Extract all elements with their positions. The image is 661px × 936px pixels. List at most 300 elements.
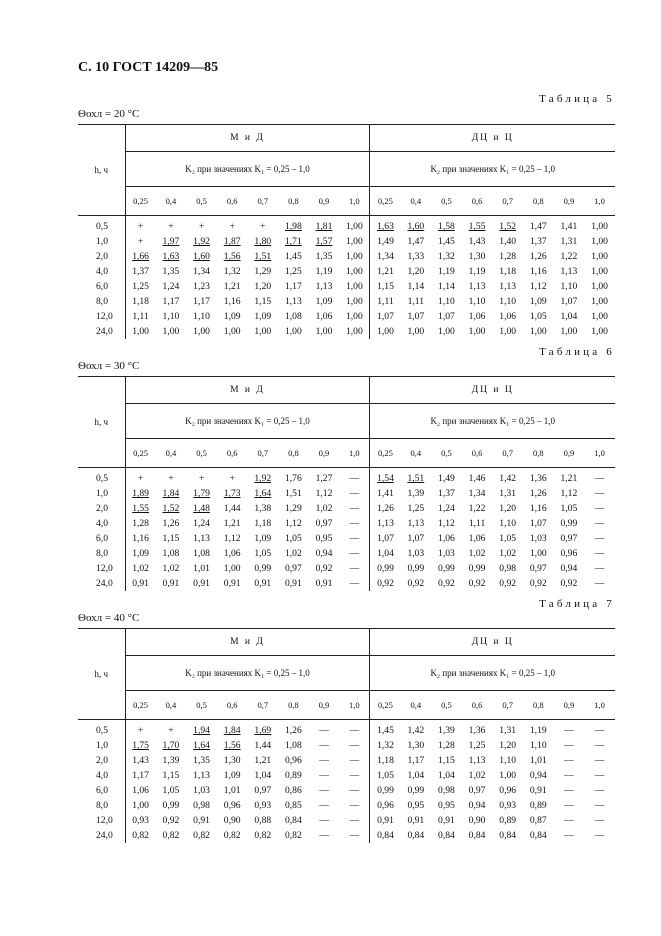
k2-value-md: 1,13 [315, 281, 333, 292]
k2-value-dc: 0,92 [438, 578, 455, 589]
k2-value-md [186, 720, 217, 739]
k2-value-dc: 1,41 [560, 221, 578, 232]
h-value: 2,0 [78, 249, 125, 264]
k2-value-dc: 0,84 [407, 830, 425, 841]
k2-value-md [278, 234, 309, 249]
k2-value-dc: 1,09 [529, 296, 547, 307]
k2-value-md [247, 234, 278, 249]
k1-value-header: 0,9 [554, 187, 585, 216]
k2-value-md: 1,02 [132, 563, 149, 574]
k2-value-md [309, 234, 340, 249]
group-header-md: М и Д [125, 629, 370, 656]
k2-value-dc [462, 216, 493, 235]
k2-value-dc: — [564, 770, 574, 781]
k2-value-dc [492, 216, 523, 235]
k2-value-dc: 1,05 [377, 770, 394, 781]
k2-value-md [156, 249, 187, 264]
k2-value-dc: 1,36 [468, 725, 486, 736]
k2-value-md: 1,02 [315, 503, 333, 514]
k2-value-dc: 1,03 [438, 548, 455, 559]
underlined-value: 1,71 [284, 236, 302, 247]
k1-value-header: 0,6 [217, 187, 248, 216]
k2-value-dc: 0,95 [438, 800, 455, 811]
k2-value-dc: 1,00 [499, 770, 517, 781]
k2-value-md: 0,99 [162, 800, 180, 811]
k2-value-dc: 1,43 [468, 236, 486, 247]
k2-value-dc: 1,14 [438, 281, 455, 292]
underlined-value: 1,64 [254, 488, 272, 499]
k2-value-md: — [319, 755, 329, 766]
underlined-value: 1,54 [377, 473, 394, 484]
k2-value-md: 1,05 [162, 785, 180, 796]
k2-value-dc: 1,24 [438, 503, 455, 514]
k1-value-header: 0,25 [125, 187, 156, 216]
k2-value-md: 1,02 [162, 563, 180, 574]
k2-value-md: — [319, 800, 329, 811]
k2-value-dc: — [594, 770, 605, 781]
k2-value-md: 0,91 [223, 578, 241, 589]
k2-value-md: 1,00 [254, 326, 272, 337]
k2-value-md: — [319, 830, 329, 841]
k2-value-dc: 1,02 [468, 770, 486, 781]
k2-value-md: 1,20 [254, 281, 272, 292]
h-value: 8,0 [78, 546, 125, 561]
k2-value-md: — [339, 798, 370, 813]
k2-subheader: K₂ при значениях K₁ = 0,25 – 1,0 [125, 656, 370, 691]
k2-value-dc: 1,20 [407, 266, 425, 277]
k1-value-header: 0,8 [278, 187, 309, 216]
k2-value-dc: 1,15 [377, 281, 394, 292]
underlined-value: 1,69 [254, 725, 272, 736]
k2-value-dc: 1,36 [529, 473, 547, 484]
k2-value-dc: 0,96 [499, 785, 517, 796]
h-value: 4,0 [78, 768, 125, 783]
k2-value-md [125, 738, 156, 753]
table-caption: Таблица 7 [539, 598, 615, 610]
k2-value-dc: 0,84 [377, 830, 394, 841]
k2-value-md: 1,00 [339, 309, 370, 324]
k2-value-dc: 0,96 [560, 548, 578, 559]
k2-value-dc: 1,16 [529, 503, 547, 514]
k2-value-md: — [339, 561, 370, 576]
group-header-dc: ДЦ и Ц [370, 125, 615, 152]
table-row [78, 783, 615, 798]
k2-value-dc: — [564, 830, 574, 841]
k2-value-md: + [168, 725, 174, 736]
group-header-dc: ДЦ и Ц [370, 629, 615, 656]
k1-value-header: 1,0 [584, 187, 615, 216]
k2-value-dc: 1,11 [407, 296, 425, 307]
k2-value-md [247, 486, 278, 501]
k2-value-dc: 1,10 [499, 296, 517, 307]
k2-value-md: 1,13 [193, 533, 210, 544]
k1-value-header: 0,9 [309, 439, 340, 468]
k2-value-dc: 0,84 [529, 830, 547, 841]
k2-value-md: 1,00 [193, 326, 210, 337]
h-value: 8,0 [78, 294, 125, 309]
k1-value-header: 1,0 [339, 691, 370, 720]
k2-value-dc: 0,92 [560, 578, 578, 589]
k2-value-dc: 1,26 [529, 251, 547, 262]
k1-value-header: 0,8 [278, 691, 309, 720]
k2-value-dc: 0,91 [407, 815, 425, 826]
k2-value-dc: 1,00 [591, 326, 608, 337]
k2-value-md: + [137, 725, 144, 736]
k2-value-dc: — [594, 815, 605, 826]
k2-value-md: — [339, 720, 370, 739]
k2-value-dc: 1,06 [438, 533, 455, 544]
k2-value-dc: 1,25 [468, 740, 486, 751]
k1-value-header: 0,6 [462, 691, 493, 720]
k2-value-md: 0,92 [315, 563, 333, 574]
k2-value-dc: 1,32 [438, 251, 455, 262]
k2-value-md: 1,23 [193, 281, 210, 292]
k2-value-md [278, 216, 309, 235]
k2-value-dc: 1,03 [407, 548, 425, 559]
k2-value-dc: 1,31 [560, 236, 578, 247]
k2-value-dc: 0,99 [377, 785, 394, 796]
k2-value-md [217, 234, 248, 249]
k2-value-dc: — [594, 548, 605, 559]
theta-label: Θохл = 20 °С [78, 108, 140, 120]
k1-value-header: 0,8 [523, 691, 554, 720]
k2-value-dc: 1,37 [529, 236, 547, 247]
k2-value-dc: 1,01 [529, 755, 547, 766]
k2-value-dc: 1,41 [377, 488, 394, 499]
k2-value-md: 0,94 [315, 548, 333, 559]
k1-value-header: 0,6 [217, 691, 248, 720]
k1-value-header: 0,7 [492, 187, 523, 216]
k2-value-md: 1,16 [223, 296, 241, 307]
k2-value-md: 1,32 [223, 266, 241, 277]
k2-value-md: 1,03 [193, 785, 210, 796]
k2-value-md: 1,00 [315, 326, 333, 337]
k2-value-md: — [339, 753, 370, 768]
k2-value-dc: 1,19 [438, 266, 455, 277]
table-caption: Таблица 6 [539, 346, 615, 358]
k2-value-dc: 0,99 [377, 563, 394, 574]
k2-value-md: — [319, 770, 329, 781]
k2-value-md: 0,90 [223, 815, 241, 826]
k2-value-md: 0,86 [284, 785, 302, 796]
k2-value-dc: 0,99 [407, 785, 425, 796]
k2-value-dc: 1,02 [499, 548, 517, 559]
h-value: 4,0 [78, 516, 125, 531]
underlined-value: 1,94 [193, 725, 210, 736]
table-row [78, 576, 615, 591]
k2-value-dc: 0,92 [499, 578, 517, 589]
k2-value-dc: 1,19 [529, 725, 547, 736]
underlined-value: 1,97 [162, 236, 180, 247]
k2-value-md: — [339, 501, 370, 516]
k2-value-md: 1,18 [254, 518, 272, 529]
underlined-value: 1,84 [223, 725, 241, 736]
k2-value-dc: 0,87 [529, 815, 547, 826]
table-row [78, 753, 615, 768]
k2-value-md: 1,02 [284, 548, 302, 559]
k2-value-dc: 1,00 [529, 548, 547, 559]
k2-value-md: 1,35 [193, 755, 210, 766]
k2-value-md: 0,91 [193, 578, 210, 589]
k2-value-md: 1,06 [132, 785, 149, 796]
k2-value-dc: 1,31 [499, 725, 517, 736]
k2-value-dc: 0,99 [468, 563, 486, 574]
k2-value-dc: 1,10 [438, 296, 455, 307]
k2-value-md: 1,12 [315, 488, 333, 499]
k2-value-md [156, 738, 187, 753]
k2-value-dc: — [564, 800, 574, 811]
k2-value-md: 1,35 [315, 251, 333, 262]
k2-value-dc: 1,05 [499, 533, 517, 544]
k2-value-md: 1,13 [284, 296, 302, 307]
k2-value-md: 1,12 [223, 533, 241, 544]
k2-value-md: 1,24 [193, 518, 210, 529]
k2-value-md: 1,39 [162, 755, 180, 766]
k2-value-md: 1,37 [132, 266, 149, 277]
k2-value-dc: 0,99 [438, 563, 455, 574]
k2-value-md: + [229, 473, 235, 484]
theta-label: Θохл = 30 °С [78, 360, 140, 372]
k2-value-md: 1,18 [132, 296, 149, 307]
k2-value-md: 1,09 [254, 533, 272, 544]
h-column-header: h, ч [78, 629, 125, 720]
underlined-value: 1,98 [284, 221, 302, 232]
h-value: 1,0 [78, 486, 125, 501]
k2-value-dc: 1,04 [438, 770, 455, 781]
k2-value-dc: — [594, 473, 605, 484]
k2-value-dc: 1,12 [560, 488, 578, 499]
k2-value-md [217, 249, 248, 264]
k2-value-dc: 1,18 [499, 266, 517, 277]
table-row [78, 813, 615, 828]
k2-value-md: 0,93 [132, 815, 149, 826]
k2-value-md: 1,30 [223, 755, 241, 766]
k2-value-md [156, 486, 187, 501]
underlined-value: 1,63 [162, 251, 180, 262]
k2-value-dc: 1,00 [591, 311, 608, 322]
k2-value-dc: 0,99 [560, 518, 578, 529]
k1-value-header: 0,7 [492, 439, 523, 468]
k2-value-md: 1,21 [223, 281, 241, 292]
k2-value-dc: — [594, 488, 605, 499]
underlined-value: 1,79 [193, 488, 210, 499]
k2-value-md [309, 216, 340, 235]
underlined-value: 1,92 [254, 473, 272, 484]
k1-value-header: 0,4 [401, 439, 432, 468]
k2-value-dc: 1,47 [529, 221, 547, 232]
k2-value-md [217, 720, 248, 739]
underlined-value: 1,55 [132, 503, 149, 514]
k2-value-dc: 1,34 [377, 251, 394, 262]
k2-value-md [156, 501, 187, 516]
k2-value-dc: 1,39 [438, 725, 455, 736]
k2-value-md: + [198, 473, 205, 484]
k2-value-md: 1,24 [162, 281, 180, 292]
k2-value-dc: 1,26 [529, 488, 547, 499]
group-header-dc: ДЦ и Ц [370, 377, 615, 404]
k2-value-dc: 1,00 [499, 326, 517, 337]
k2-value-md: 1,06 [223, 548, 241, 559]
k2-value-md: 1,01 [223, 785, 241, 796]
table-row [78, 516, 615, 531]
k1-value-header: 0,25 [370, 187, 401, 216]
underlined-value: 1,64 [193, 740, 210, 751]
k2-value-md: — [339, 768, 370, 783]
underlined-value: 1,57 [315, 236, 333, 247]
k2-value-md: 1,27 [315, 473, 333, 484]
underlined-value: 1,70 [162, 740, 180, 751]
h-value: 1,0 [78, 234, 125, 249]
k2-value-dc: 1,02 [468, 548, 486, 559]
h-value: 6,0 [78, 531, 125, 546]
k2-value-dc: 1,45 [377, 725, 394, 736]
k2-value-dc: 1,17 [407, 755, 425, 766]
k2-value-dc: 0,95 [407, 800, 425, 811]
k2-value-md: 0,82 [162, 830, 180, 841]
k2-value-md: 1,08 [162, 548, 180, 559]
k2-value-md: 1,08 [284, 740, 302, 751]
k2-value-dc: 1,13 [468, 281, 486, 292]
underlined-value: 1,84 [162, 488, 180, 499]
k2-value-md: — [339, 486, 370, 501]
k2-value-md: 0,96 [223, 800, 241, 811]
k2-value-dc: 1,34 [468, 488, 486, 499]
k2-value-dc: — [564, 725, 574, 736]
k2-value-md: 1,28 [132, 518, 149, 529]
k1-value-header: 0,25 [370, 439, 401, 468]
k2-value-md: 1,08 [284, 311, 302, 322]
k1-value-header: 0,9 [554, 439, 585, 468]
k2-value-dc: 1,07 [377, 533, 394, 544]
k1-value-header: 1,0 [584, 691, 615, 720]
k1-value-header: 0,8 [523, 187, 554, 216]
k2-value-md: 1,25 [284, 266, 302, 277]
k2-value-dc: 1,47 [407, 236, 425, 247]
k2-value-dc: 0,91 [438, 815, 455, 826]
k2-value-md: — [339, 516, 370, 531]
k2-value-md: 0,88 [254, 815, 272, 826]
k2-value-md: 1,10 [162, 311, 180, 322]
table-row [78, 468, 615, 487]
k2-value-dc: 1,00 [407, 326, 425, 337]
k2-value-dc: 0,84 [499, 830, 517, 841]
underlined-value: 1,52 [499, 221, 517, 232]
underlined-value: 1,73 [223, 488, 241, 499]
k1-value-header: 0,9 [554, 691, 585, 720]
k2-value-dc: 1,06 [468, 533, 486, 544]
k2-value-md: 0,97 [284, 563, 302, 574]
k1-value-header: 0,25 [125, 439, 156, 468]
k2-value-dc: — [594, 518, 605, 529]
k2-value-md: 1,00 [132, 800, 149, 811]
k2-value-dc: — [594, 563, 605, 574]
k2-value-dc: 1,45 [438, 236, 455, 247]
k1-value-header: 0,7 [492, 691, 523, 720]
k2-value-dc: — [564, 815, 574, 826]
k2-value-md: 1,04 [254, 770, 272, 781]
k2-value-dc [370, 468, 401, 487]
k1-value-header: 0,5 [431, 187, 462, 216]
k2-value-md: — [339, 468, 370, 487]
h-value: 6,0 [78, 783, 125, 798]
k1-value-header: 0,25 [125, 691, 156, 720]
k2-value-dc: — [594, 740, 605, 751]
h-value: 24,0 [78, 324, 125, 339]
k1-value-header: 0,5 [186, 187, 217, 216]
k2-value-md: 1,21 [223, 518, 241, 529]
data-table [78, 376, 615, 591]
k1-value-header: 0,7 [247, 187, 278, 216]
k2-value-dc: 0,91 [529, 785, 547, 796]
k2-value-dc: — [594, 755, 605, 766]
k2-value-md: 1,05 [254, 548, 272, 559]
k2-value-md: 1,06 [315, 311, 333, 322]
k2-value-md [125, 249, 156, 264]
k2-value-dc: 1,14 [407, 281, 425, 292]
k2-value-dc: 0,98 [438, 785, 455, 796]
k2-value-md: 0,96 [284, 755, 302, 766]
k2-value-md: 1,13 [193, 770, 210, 781]
k2-subheader: K₂ при значениях K₁ = 0,25 – 1,0 [125, 404, 370, 439]
k2-value-dc [370, 216, 401, 235]
k2-value-md: 1,00 [339, 279, 370, 294]
k2-value-dc: 1,20 [499, 503, 517, 514]
underlined-value: 1,60 [193, 251, 210, 262]
underlined-value: 1,63 [377, 221, 394, 232]
k2-value-md: — [319, 725, 329, 736]
k2-value-dc: 1,10 [529, 740, 547, 751]
k2-value-dc: 1,13 [468, 755, 486, 766]
table-row [78, 486, 615, 501]
k2-value-dc: 1,13 [499, 281, 517, 292]
k2-value-dc: 1,07 [438, 311, 455, 322]
k2-value-md: 1,34 [193, 266, 210, 277]
table-row [78, 798, 615, 813]
k2-value-dc: 0,91 [377, 815, 394, 826]
k2-value-md: 0,99 [254, 563, 272, 574]
k2-value-dc: 1,46 [468, 473, 486, 484]
k2-value-md: 1,17 [132, 770, 149, 781]
k2-value-dc: 0,94 [529, 770, 547, 781]
k2-value-dc: 1,22 [560, 251, 578, 262]
k2-value-dc: 1,39 [407, 488, 425, 499]
k2-value-dc: 1,26 [377, 503, 394, 514]
k2-subheader: K₂ при значениях K₁ = 0,25 – 1,0 [370, 404, 615, 439]
table-row [78, 234, 615, 249]
k2-value-dc: 1,10 [499, 518, 517, 529]
k2-value-dc: — [594, 800, 605, 811]
k2-value-md: 0,89 [284, 770, 302, 781]
k1-value-header: 0,4 [156, 187, 187, 216]
k2-value-dc: 0,94 [560, 563, 578, 574]
k2-value-dc: 1,06 [468, 311, 486, 322]
k2-value-md: 1,15 [162, 770, 180, 781]
k2-value-dc [401, 468, 432, 487]
k2-value-dc: 1,28 [438, 740, 455, 751]
k2-value-dc: 1,30 [407, 740, 425, 751]
k1-value-header: 0,6 [462, 439, 493, 468]
k2-value-md: 1,35 [162, 266, 180, 277]
k2-value-md: 0,91 [315, 578, 333, 589]
k2-value-dc: 1,10 [560, 281, 578, 292]
k2-value-dc: 1,13 [560, 266, 578, 277]
k2-value-dc: 0,89 [529, 800, 547, 811]
k2-value-dc: — [594, 785, 605, 796]
k2-value-md: + [168, 473, 174, 484]
k2-value-md: 1,01 [193, 563, 210, 574]
k2-value-dc: 1,21 [377, 266, 394, 277]
k2-value-md: — [319, 785, 329, 796]
